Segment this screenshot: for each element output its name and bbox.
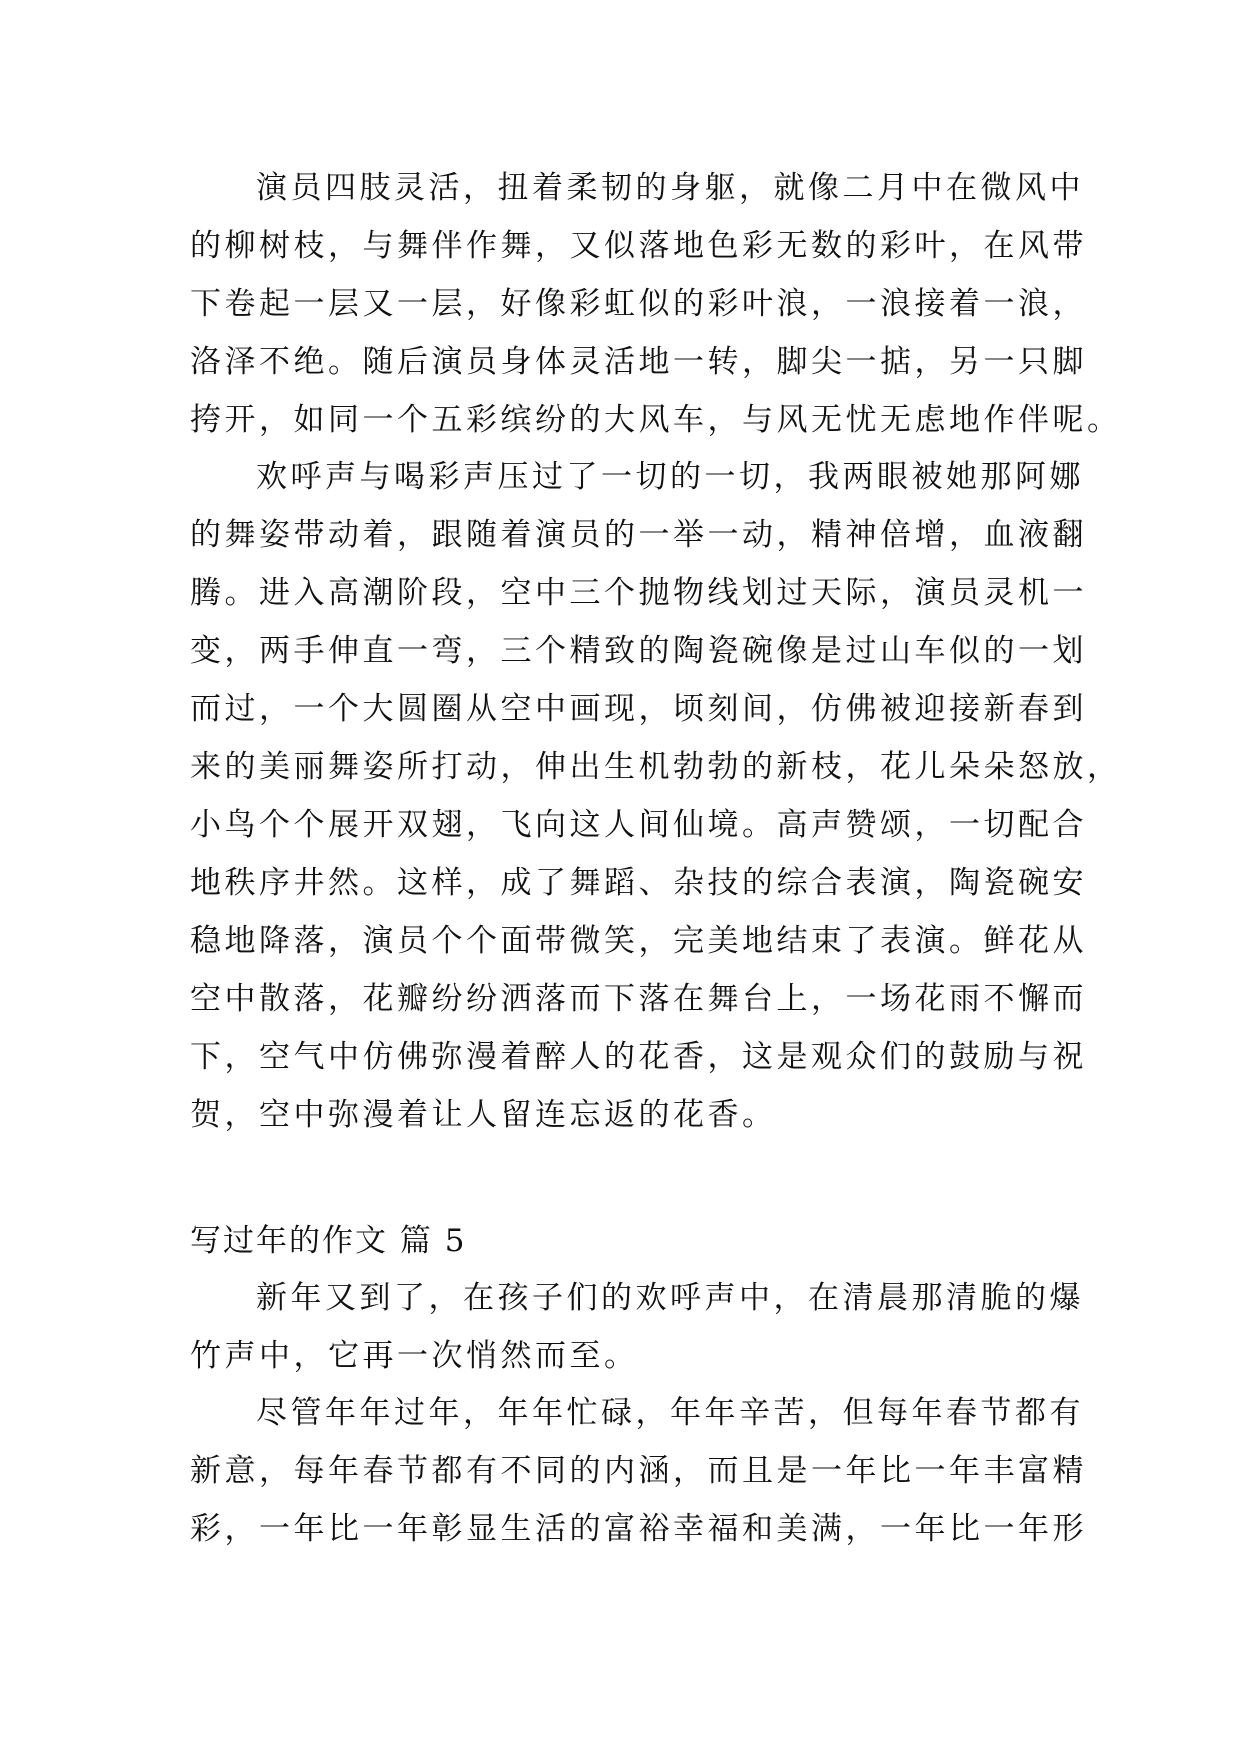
paragraph-line: 变，两手伸直一弯，三个精致的陶瓷碗像是过山车似的一划: [190, 633, 1087, 669]
paragraph-line: 挎开，如同一个五彩缤纷的大风车，与风无忧无虑地作伴呢。: [190, 402, 1122, 438]
paragraph-line: 空中散落，花瓣纷纷洒落而下落在舞台上，一场花雨不懈而: [190, 981, 1087, 1017]
paragraph-line: 而过，一个大圆圈从空中画现，顷刻间，仿佛被迎接新春到: [190, 691, 1087, 727]
paragraph-performance: [190, 159, 1122, 449]
paragraph-line: 新年又到了，在孩子们的欢呼声中，在清晨那清脆的爆: [256, 1280, 1084, 1316]
paragraph-line: 竹声中，它再一次悄然而至。: [190, 1338, 639, 1374]
section-heading: [190, 1212, 1056, 1270]
paragraph-line: 欢呼声与喝彩声压过了一切的一切，我两眼被她那阿娜: [256, 459, 1084, 495]
paragraph-line: 洛泽不绝。随后演员身体灵活地一转，脚尖一掂，另一只脚: [190, 344, 1087, 380]
paragraph-new-year: [190, 1269, 1084, 1385]
paragraph-line: 下卷起一层又一层，好像彩虹似的彩叶浪，一浪接着一浪，: [190, 286, 1087, 322]
paragraph-line: 的舞姿带动着，跟随着演员的一举一动，精神倍增，血液翻: [190, 517, 1087, 553]
paragraph-line: 稳地降落，演员个个面带微笑，完美地结束了表演。鲜花从: [190, 923, 1087, 959]
paragraph-line: 新意，每年春节都有不同的内涵，而且是一年比一年丰富精: [190, 1453, 1087, 1489]
paragraph-line: 演员四肢灵活，扭着柔韧的身躯，就像二月中在微风中: [256, 170, 1084, 206]
paragraph-applause: [190, 448, 1122, 1144]
paragraph-spring-festival: [190, 1384, 1087, 1558]
paragraph-line: 腾。进入高潮阶段，空中三个抛物线划过天际，演员灵机一: [190, 575, 1087, 611]
section-heading-text: 写过年的作文 篇 5: [190, 1223, 467, 1259]
paragraph-line: 尽管年年过年，年年忙碌，年年辛苦，但每年春节都有: [256, 1395, 1084, 1431]
paragraph-line: 来的美丽舞姿所打动，伸出生机勃勃的新枝，花儿朵朵怒放，: [190, 749, 1122, 785]
paragraph-line: 彩，一年比一年彰显生活的富裕幸福和美满，一年比一年形: [190, 1511, 1087, 1547]
paragraph-line: 小鸟个个展开双翅，飞向这人间仙境。高声赞颂，一切配合: [190, 807, 1087, 843]
paragraph-line: 贺，空中弥漫着让人留连忘返的花香。: [190, 1097, 777, 1133]
paragraph-line: 地秩序井然。这样，成了舞蹈、杂技的综合表演，陶瓷碗安: [190, 865, 1087, 901]
paragraph-line: 下，空气中仿佛弥漫着醉人的花香，这是观众们的鼓励与祝: [190, 1039, 1087, 1075]
paragraph-line: 的柳树枝，与舞伴作舞，又似落地色彩无数的彩叶，在风带: [190, 228, 1087, 264]
